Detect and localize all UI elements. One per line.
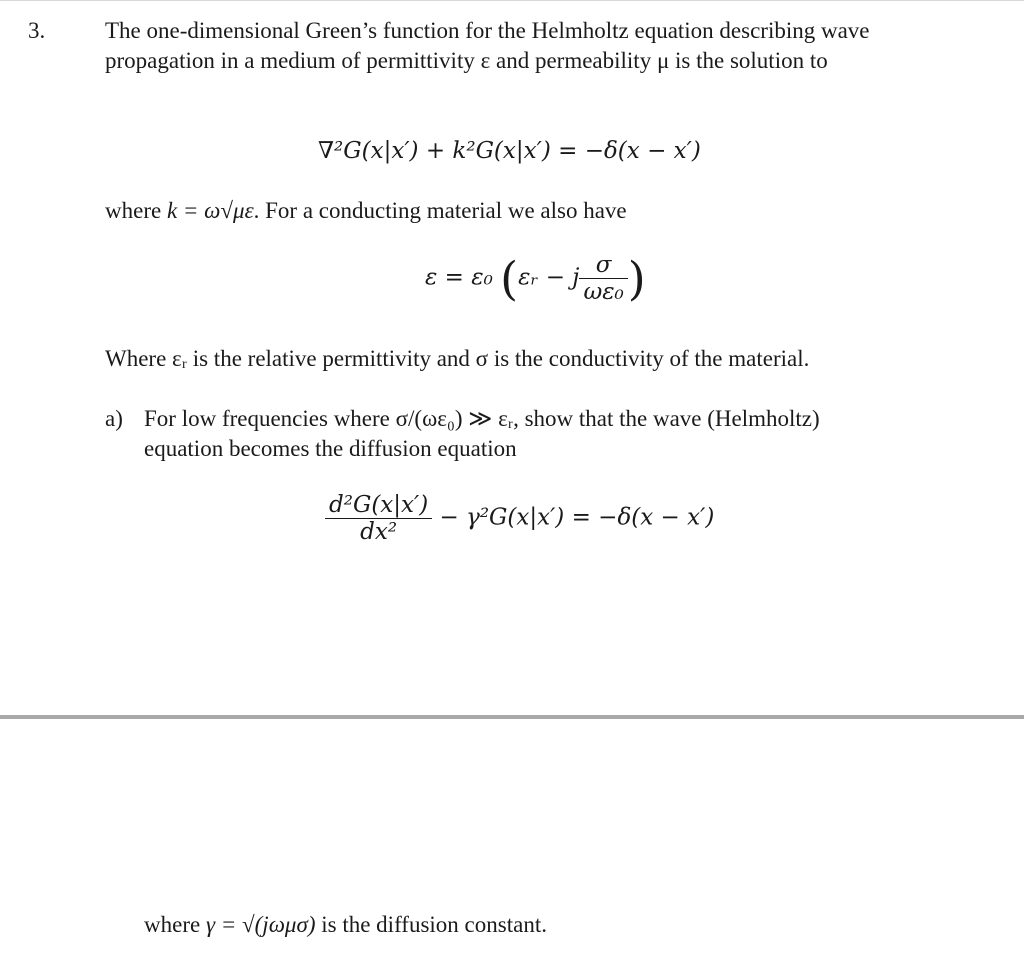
second-derivative-fraction: $\frac{\text{d²G(x|x′)}}{\text{dx²}}$ xyxy=(325,492,432,545)
permittivity-equation: ε = ε₀ (εᵣ − j $\frac{\sigma}{\text{ωε₀}}$ ) xyxy=(425,251,646,306)
question-number: 3. xyxy=(28,18,46,43)
part-a-line-2: equation becomes the diffusion equation xyxy=(144,436,517,461)
diffusion-constant-line: where γ = √(jωμσ) is the diffusion constant. xyxy=(144,912,547,937)
diffusion-equation: $\frac{\text{d²G(x|x′)}}{\text{dx²}}$ − γ²G(x|x′) = −δ(x − x′) xyxy=(325,492,714,545)
part-a-label: a) xyxy=(105,406,123,431)
helmholtz-equation: ∇²G(x|x′) + k²G(x|x′) = −δ(x − x′) xyxy=(318,138,701,164)
where-k-line: where k = ω√με. For a conducting material we also have xyxy=(105,198,627,223)
section-divider xyxy=(0,715,1024,719)
sigma-fraction: $\frac{\sigma}{\text{ωε₀}}$ xyxy=(579,252,627,305)
top-border xyxy=(0,0,1024,1)
part-a-line-1: For low frequencies where σ/(ωε₀) ≫ εᵣ, show that the wave (Helmholtz) xyxy=(144,406,820,431)
gamma-definition: γ = √(jωμσ) xyxy=(205,912,316,937)
k-definition: k = ω√με xyxy=(166,198,254,223)
relative-permittivity-line: Where εᵣ is the relative permittivity and σ is the conductivity of the material. xyxy=(105,346,810,371)
intro-paragraph: The one-dimensional Green’s function for the Helmholtz equation describing wave propagation in a medium of permittivity ε and permeability μ is the solution to xyxy=(105,18,870,73)
